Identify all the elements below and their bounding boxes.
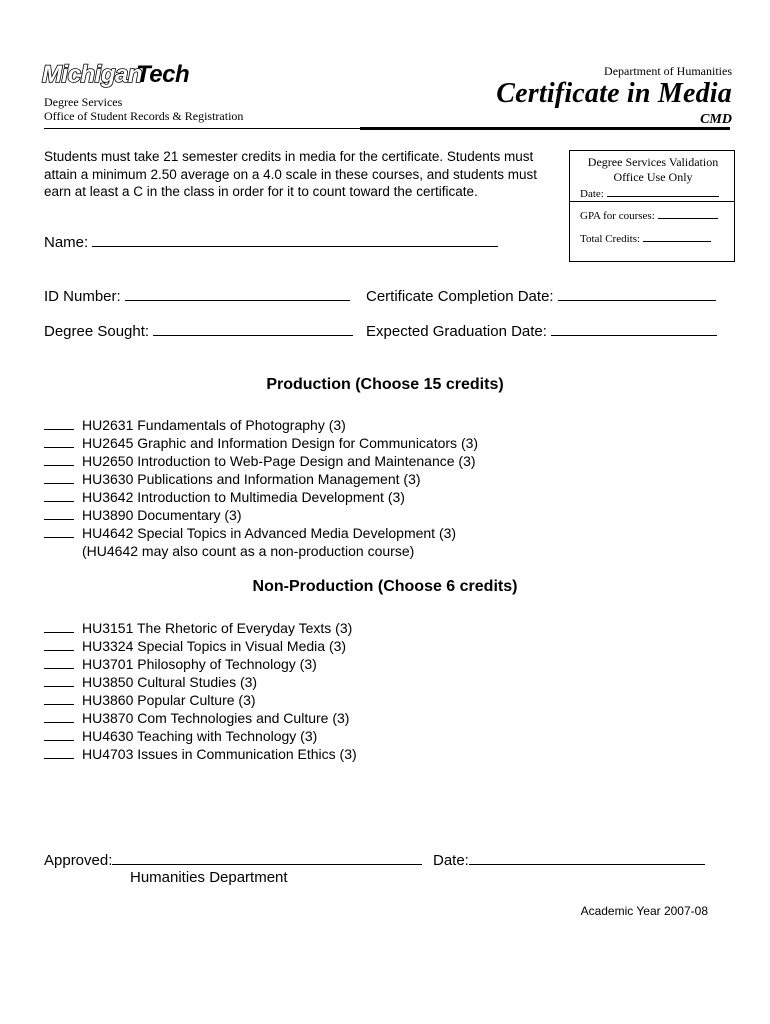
completion-date-field[interactable]	[558, 286, 716, 301]
course-checkbox-line[interactable]	[44, 746, 74, 759]
course-checkbox-line[interactable]	[44, 638, 74, 651]
non-production-course-list	[44, 619, 357, 763]
certificate-code: CMD	[700, 112, 732, 127]
approved-department: Humanities Department	[130, 869, 288, 886]
course-checkbox-line[interactable]	[44, 507, 74, 520]
course-item	[44, 727, 357, 745]
course-checkbox-line[interactable]	[44, 453, 74, 466]
non-production-heading: Non-Production (Choose 6 credits)	[252, 578, 518, 595]
course-label: HU3642 Introduction to Multimedia Development (3)	[82, 489, 405, 505]
course-checkbox-line[interactable]	[44, 435, 74, 448]
course-item	[44, 506, 478, 524]
graduation-date-label: Expected Graduation Date:	[366, 323, 547, 340]
course-label: HU2631 Fundamentals of Photography (3)	[82, 417, 346, 433]
course-label: HU3850 Cultural Studies (3)	[82, 674, 258, 690]
validation-title-line-1: Degree Services Validation	[587, 155, 719, 169]
graduation-row	[366, 321, 717, 340]
course-checkbox-line[interactable]	[44, 525, 74, 538]
name-label: Name:	[44, 234, 89, 251]
approved-row	[44, 850, 422, 869]
approved-label: Approved:	[44, 852, 113, 869]
course-item	[44, 524, 478, 542]
michigan-tech-logo	[40, 56, 190, 92]
completion-date-label: Certificate Completion Date:	[366, 288, 554, 305]
course-item	[44, 673, 357, 691]
name-field[interactable]	[92, 232, 498, 247]
validation-credits-field[interactable]	[643, 231, 711, 242]
course-label: HU3151 The Rhetoric of Everyday Texts (3)	[82, 620, 353, 636]
course-label: HU2645 Graphic and Information Design for Communicators (3)	[82, 435, 479, 451]
svg-text:Michigan: Michigan	[42, 61, 143, 88]
graduation-date-field[interactable]	[551, 321, 717, 336]
production-heading: Production (Choose 15 credits)	[266, 376, 504, 393]
approval-date-row	[433, 850, 705, 869]
validation-gpa-label: GPA for courses:	[580, 210, 655, 222]
course-label: HU4703 Issues in Communication Ethics (3)	[82, 746, 357, 762]
header-rule-thin	[44, 128, 360, 129]
completion-row	[366, 286, 716, 305]
course-checkbox-line[interactable]	[44, 417, 74, 430]
office-line-1: Degree Services	[44, 95, 123, 109]
validation-divider	[570, 201, 734, 202]
intro-paragraph: Students must take 21 semester credits in media for the certificate. Students must attain a minimum 2.50 average on a 4.0 scale in these courses, and students must earn at least a C in the class in order for it to count toward the certificate.	[44, 149, 538, 199]
validation-credits-label: Total Credits:	[580, 233, 641, 245]
approval-date-field[interactable]	[469, 850, 705, 865]
course-label: HU3890 Documentary (3)	[82, 507, 242, 523]
course-item	[44, 655, 357, 673]
course-checkbox-line[interactable]	[44, 692, 74, 705]
degree-row	[44, 321, 353, 340]
degree-sought-label: Degree Sought:	[44, 323, 150, 340]
office-line-2: Office of Student Records & Registration	[44, 109, 244, 123]
course-item	[44, 619, 357, 637]
course-label: HU4630 Teaching with Technology (3)	[82, 728, 318, 744]
course-checkbox-line[interactable]	[44, 674, 74, 687]
id-number-field[interactable]	[125, 286, 350, 301]
course-checkbox-line[interactable]	[44, 728, 74, 741]
production-course-list	[44, 416, 478, 560]
course-item	[44, 488, 478, 506]
course-item	[44, 452, 478, 470]
name-row	[44, 232, 498, 251]
course-checkbox-line[interactable]	[44, 620, 74, 633]
course-label: HU3324 Special Topics in Visual Media (3)	[82, 638, 347, 654]
course-label: HU3870 Com Technologies and Culture (3)	[82, 710, 350, 726]
course-checkbox-line[interactable]	[44, 656, 74, 669]
approval-date-label: Date:	[433, 852, 469, 869]
validation-title-line-2: Office Use Only	[613, 170, 693, 184]
course-label: HU3701 Philosophy of Technology (3)	[82, 656, 317, 672]
academic-year: Academic Year 2007-08	[580, 904, 708, 918]
svg-text:Tech: Tech	[136, 61, 190, 88]
course-item	[44, 745, 357, 763]
page-title: Certificate in Media	[496, 78, 732, 109]
validation-box	[569, 150, 735, 262]
course-label: HU3860 Popular Culture (3)	[82, 692, 256, 708]
approved-signature-field[interactable]	[112, 850, 422, 865]
course-item	[44, 637, 357, 655]
validation-gpa-field[interactable]	[658, 208, 718, 219]
course-checkbox-line[interactable]	[44, 489, 74, 502]
course-label: HU3630 Publications and Information Management (3)	[82, 471, 421, 487]
course-item	[44, 709, 357, 727]
validation-gpa-row	[580, 208, 718, 222]
course-item	[44, 470, 478, 488]
degree-sought-field[interactable]	[153, 321, 353, 336]
id-row	[44, 286, 350, 305]
course-label: HU4642 Special Topics in Advanced Media Development (3)	[82, 525, 457, 541]
course-item	[44, 434, 478, 452]
course-label: HU2650 Introduction to Web-Page Design and Maintenance (3)	[82, 453, 476, 469]
production-note: (HU4642 may also count as a non-production course)	[82, 543, 415, 559]
header-rule-thick	[360, 127, 730, 130]
validation-credits-row	[580, 231, 711, 245]
validation-box-title	[570, 155, 736, 185]
validation-date-row	[580, 186, 719, 200]
header-rule	[44, 127, 730, 130]
course-checkbox-line[interactable]	[44, 471, 74, 484]
course-checkbox-line[interactable]	[44, 710, 74, 723]
validation-date-label: Date:	[580, 188, 604, 200]
course-item	[44, 691, 357, 709]
id-number-label: ID Number:	[44, 288, 121, 305]
validation-date-field[interactable]	[607, 186, 719, 197]
course-item	[44, 416, 478, 434]
department-name: Department of Humanities	[604, 64, 732, 78]
